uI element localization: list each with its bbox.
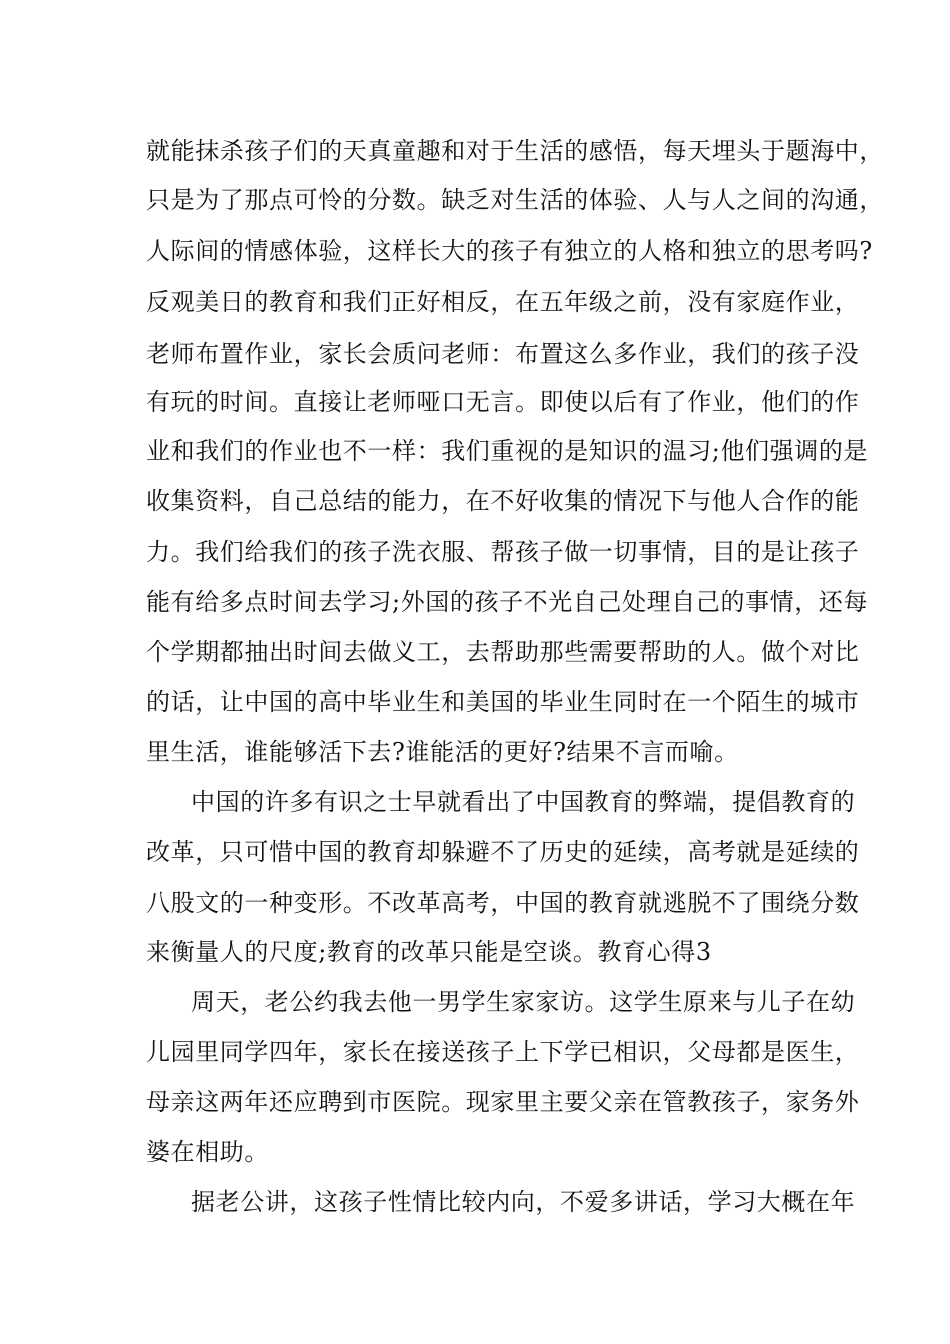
paragraph-first-line: 周天，老公约我去他一男学生家家访。这学生原来与儿子在幼 (191, 988, 856, 1016)
text-line: 力。我们给我们的孩子洗衣服、帮孩子做一切事情，目的是让孩子 (146, 538, 860, 566)
text-line: 婆在相助。 (146, 1138, 269, 1166)
paragraph-first-line: 中国的许多有识之士早就看出了中国教育的弊端，提倡教育的 (191, 788, 856, 816)
paragraph-first-line: 据老公讲，这孩子性情比较内向，不爱多讲话，学习大概在年 (191, 1188, 856, 1216)
text-line: 反观美日的教育和我们正好相反，在五年级之前，没有家庭作业， (146, 288, 860, 316)
text-line: 人际间的情感体验，这样长大的孩子有独立的人格和独立的思考吗? (146, 237, 873, 265)
text-line: 有玩的时间。直接让老师哑口无言。即使以后有了作业，他们的作 (146, 388, 860, 416)
text-line: 业和我们的作业也不一样：我们重视的是知识的温习;他们强调的是 (146, 437, 869, 465)
text-line: 老师布置作业，家长会质问老师：布置这么多作业，我们的孩子没 (146, 340, 860, 368)
text-line: 只是为了那点可怜的分数。缺乏对生活的体验、人与人之间的沟通， (146, 186, 884, 214)
text-line: 里生活，谁能够活下去?谁能活的更好?结果不言而喻。 (146, 738, 739, 766)
text-line: 收集资料，自己总结的能力，在不好收集的情况下与他人合作的能 (146, 487, 860, 515)
text-line: 来衡量人的尺度;教育的改革只能是空谈。教育心得3 (146, 938, 712, 966)
text-line: 改革，只可惜中国的教育却躲避不了历史的延续，高考就是延续的 (146, 838, 860, 866)
text-line: 就能抹杀孩子们的天真童趣和对于生活的感悟，每天埋头于题海中， (146, 137, 884, 165)
text-line: 能有给多点时间去学习;外国的孩子不光自己处理自己的事情，还每 (146, 588, 869, 616)
text-line: 八股文的一种变形。不改革高考，中国的教育就逃脱不了围绕分数 (146, 889, 860, 917)
text-line: 个学期都抽出时间去做义工，去帮助那些需要帮助的人。做个对比 (146, 638, 860, 666)
text-line: 儿园里同学四年，家长在接送孩子上下学已相识，父母都是医生， (146, 1038, 860, 1066)
text-line: 母亲这两年还应聘到市医院。现家里主要父亲在管教孩子，家务外 (146, 1088, 860, 1116)
text-line: 的话，让中国的高中毕业生和美国的毕业生同时在一个陌生的城市 (146, 688, 860, 716)
